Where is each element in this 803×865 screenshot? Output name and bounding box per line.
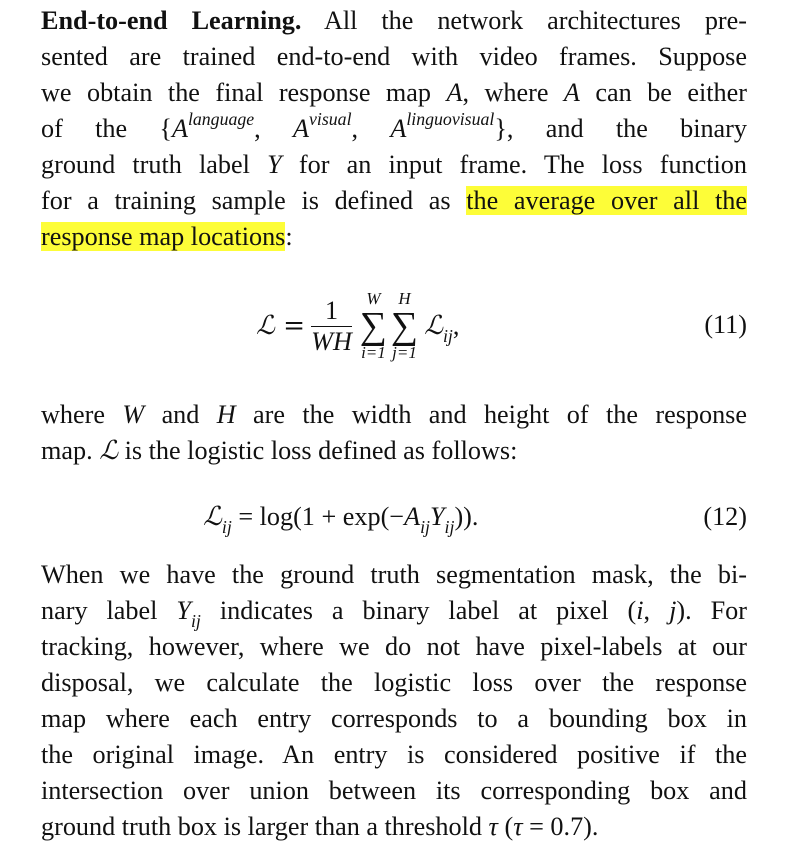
text: for a training sample is defined as <box>41 186 467 215</box>
math-superscript: language <box>187 108 255 129</box>
text: All the network architectures pre- <box>301 6 747 35</box>
text: disposal, we calculate the logistic loss over the response <box>41 668 747 697</box>
math-symbol: W <box>122 400 145 429</box>
math-symbol: A <box>293 114 309 143</box>
text-line <box>41 108 747 147</box>
text-line <box>41 665 747 701</box>
text-line <box>41 39 747 75</box>
paragraph-tracking <box>41 557 747 845</box>
math-term <box>424 311 460 347</box>
math-symbol: A <box>446 78 463 107</box>
section-heading: End-to-end Learning. <box>41 6 302 35</box>
math-subscript: ij <box>442 326 453 347</box>
text-line <box>41 629 747 665</box>
fraction <box>311 296 352 357</box>
equation-11-body <box>256 278 459 374</box>
text-line <box>41 737 747 773</box>
text: , <box>452 311 460 340</box>
fraction-denominator: WH <box>311 326 352 356</box>
text: intersection over union between its corresponding box and <box>41 776 747 805</box>
math-symbol: H <box>216 400 236 429</box>
math-lhs: ℒ = <box>256 311 306 341</box>
text: = 0.7). <box>522 812 599 841</box>
text: , <box>254 114 293 143</box>
highlighted-text: response map locations <box>41 222 286 251</box>
text: , <box>351 114 391 143</box>
sigma-symbol: ∑ <box>390 305 419 347</box>
equation-12 <box>41 497 747 537</box>
text: tracking, however, where we do not have pixel-labels at our <box>41 632 747 661</box>
text: can be either <box>579 78 747 107</box>
equation-number: (11) <box>704 310 747 339</box>
math-subscript: ij <box>420 517 430 538</box>
text: is the logistic loss defined as follows: <box>118 436 518 465</box>
sum-upper-limit: H <box>398 289 411 308</box>
math-symbol: j <box>669 596 677 625</box>
text: indicates a binary label at pixel ( <box>200 596 637 625</box>
text: are the width and height of the response <box>235 400 747 429</box>
text: sented are trained end-to-end with video frames. Suppose <box>41 42 747 71</box>
text: ). For <box>676 596 747 625</box>
math-superscript: linguovisual <box>406 108 495 129</box>
math-symbol: Y <box>429 502 445 531</box>
equation-number: (12) <box>703 502 747 531</box>
math-symbol: τ <box>513 812 523 841</box>
text: }, and the binary <box>494 114 747 143</box>
text: : <box>285 222 293 251</box>
equation-12-body <box>203 497 478 537</box>
text-line <box>41 809 747 845</box>
sum-upper-limit: W <box>366 289 381 308</box>
math-superscript: visual <box>309 108 352 129</box>
text: , where <box>462 78 564 107</box>
sum-lower-limit: j=1 <box>392 343 417 362</box>
text: When we have the ground truth segmentation mask, the bi- <box>41 560 747 589</box>
math-subscript: ij <box>190 611 201 632</box>
paragraph-definition <box>41 397 747 469</box>
text: nary label <box>41 596 177 625</box>
text-line <box>41 397 747 433</box>
math-symbol: i <box>636 596 644 625</box>
math-symbol: ℒ <box>203 502 222 532</box>
text: , <box>643 596 670 625</box>
math-symbol: Y <box>176 596 191 625</box>
text: of the { <box>41 114 172 143</box>
math-subscript: ij <box>444 517 455 538</box>
math-symbol: A <box>404 502 421 531</box>
math-symbol: A <box>390 114 407 143</box>
math-symbol: ℒ <box>99 436 119 466</box>
text: the original image. An entry is considered positive if the <box>41 740 747 769</box>
text-line <box>41 183 747 219</box>
math-symbol: ℒ <box>424 311 443 341</box>
math-subscript: ij <box>221 517 232 538</box>
math-symbol: A <box>563 78 580 107</box>
text: ( <box>497 812 514 841</box>
sigma-symbol: ∑ <box>359 305 387 347</box>
text: map where each entry corresponds to a bounding box in <box>41 704 747 733</box>
text: ground truth label <box>41 150 268 179</box>
text-line <box>41 147 747 183</box>
text: )). <box>454 502 479 531</box>
text: ground truth box is larger than a threshold <box>41 812 489 841</box>
fraction-numerator: 1 <box>311 296 352 327</box>
text: where <box>41 400 123 429</box>
sum-lower-limit: i=1 <box>361 343 386 362</box>
highlighted-text: the average over all the <box>466 186 748 215</box>
text-line <box>41 593 747 632</box>
text: and <box>144 400 217 429</box>
summation-i <box>360 290 387 362</box>
text-line <box>41 219 747 255</box>
text: = log(1 + exp(− <box>231 502 405 531</box>
text-line <box>41 773 747 809</box>
text: for an input frame. The loss function <box>281 150 747 179</box>
equation-11 <box>41 278 747 374</box>
text: we obtain the final response map <box>41 78 447 107</box>
math-symbol: τ <box>488 812 498 841</box>
summation-j <box>391 290 418 362</box>
text-line <box>41 557 747 593</box>
math-symbol: Y <box>267 150 282 179</box>
text-line <box>41 75 747 111</box>
text-line <box>41 3 747 39</box>
paragraph-end-to-end-learning <box>41 3 747 255</box>
text: map. <box>41 436 100 465</box>
math-symbol: A <box>171 114 188 143</box>
text-line <box>41 701 747 737</box>
text-line <box>41 433 747 469</box>
